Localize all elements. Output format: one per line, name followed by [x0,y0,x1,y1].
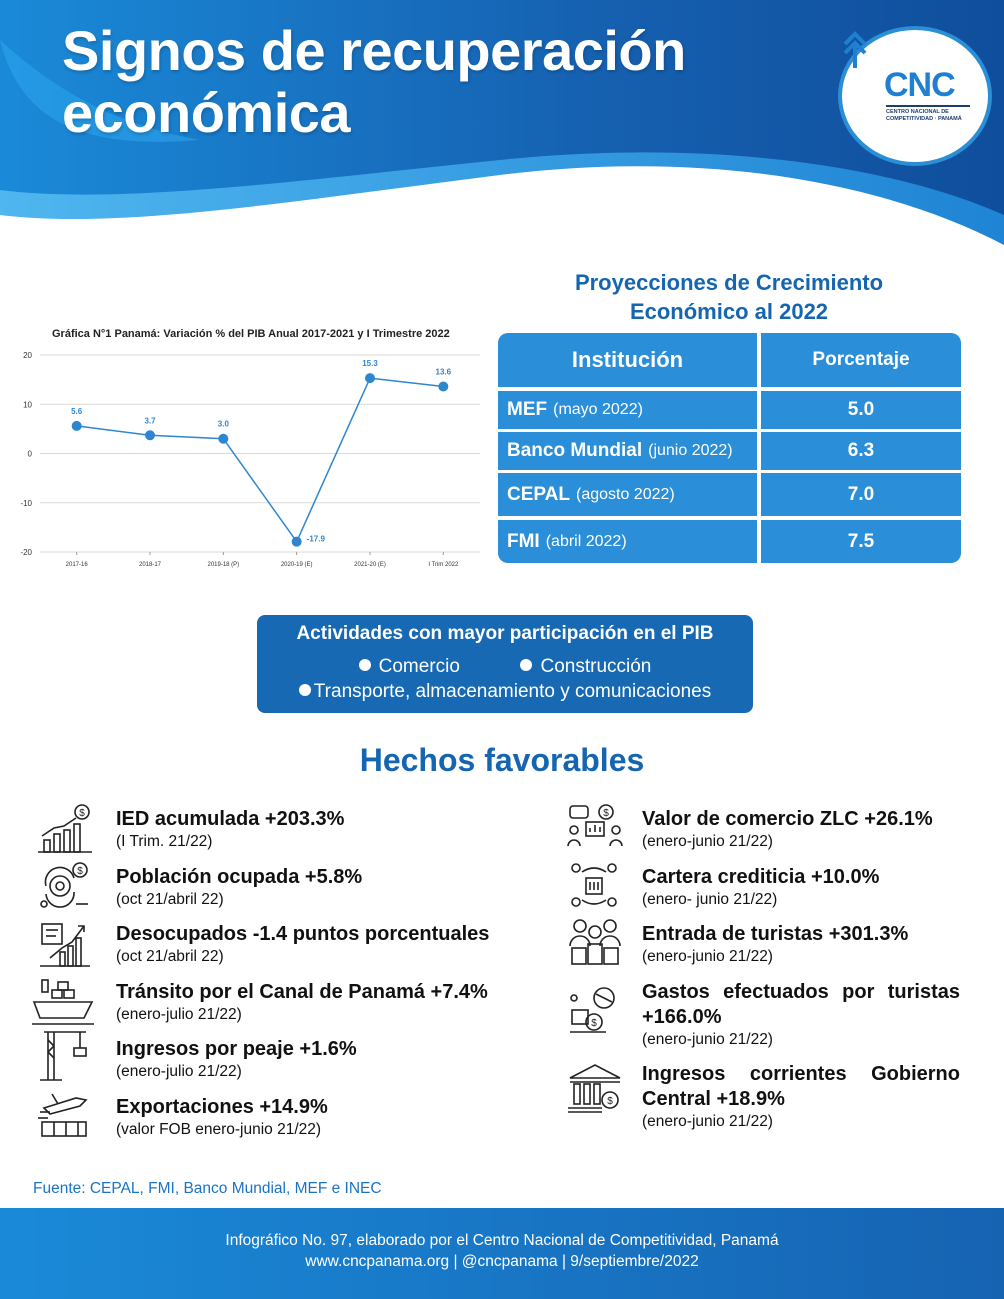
fact-item [642,807,962,852]
fact-period: (oct 21/abril 22) [116,891,224,908]
arrow-up-logo-icon [842,30,868,70]
header-institucion: Institución [498,333,757,387]
x-tick-label: 2021-20 (E) [354,562,386,568]
tourists-icon [566,916,624,968]
fact-title: Desocupados -1.4 puntos porcentuales [116,923,490,945]
data-label: 5.6 [71,406,83,416]
title-line-1: Signos de recuperación [62,19,686,82]
svg-text:$: $ [591,1018,597,1029]
series-line [77,378,444,542]
data-point [72,421,82,431]
fact-item [116,865,516,910]
government-building-icon [566,1062,624,1114]
y-tick-label: -10 [20,498,32,508]
fact-item [116,1037,516,1082]
institution-date: (abril 2022) [545,532,627,550]
institution-date: (junio 2022) [648,442,733,459]
fact-item [116,980,526,1025]
activity-label: Construcción [540,656,652,677]
x-tick-label: 2019-18 (P) [207,562,240,568]
export-plane-icon [36,1090,94,1142]
institution-name: FMI [507,530,540,552]
svg-text:$: $ [79,808,85,819]
source-note: Fuente: CEPAL, FMI, Banco Mundial, MEF e INEC [33,1180,382,1197]
title-line-2: económica [62,81,351,144]
x-tick-label: 2020-19 (E) [280,562,313,568]
table-row-value: 7.5 [761,520,961,563]
table-row-institution [498,432,757,470]
fact-period: (enero- junio 21/22) [642,891,778,908]
cnc-logo [838,26,992,166]
table-row-institution [498,520,757,563]
data-label: 15.3 [362,359,378,369]
logo-subtitle [886,105,970,123]
activities-row-2 [257,681,753,703]
svg-text:$: $ [607,1096,613,1107]
svg-text:$: $ [77,866,83,877]
port-crane-icon [36,1030,94,1082]
activity-item [520,656,651,677]
data-point [292,537,302,547]
bullet-icon [359,659,371,671]
footer-credit: Infográfico No. 97, elaborado por el Centro Nacional de Competitividad, Panamá [225,1232,779,1249]
activities-title: Actividades con mayor participación en el PIB [296,623,714,644]
header-banner [0,0,1004,250]
logo-text: CNC [884,66,955,104]
growth-report-icon [36,918,94,970]
y-tick-label: 10 [23,400,32,410]
table-row-value: 6.3 [761,432,961,470]
fact-title: Valor de comercio ZLC +26.1% [642,808,933,830]
table-row-institution [498,391,757,429]
institution-name: MEF [507,399,548,420]
gear-money-icon [36,860,94,912]
data-label: -17.9 [306,534,325,544]
y-tick-label: -20 [20,548,32,557]
bullet-icon [520,659,532,671]
logo-sub-line-2: COMPETITIVIDAD · PANAMÁ [886,116,962,122]
bullet-icon [299,684,311,696]
activities-row-1 [257,656,753,678]
data-label: 13.6 [435,367,452,377]
fact-period: (enero-junio 21/22) [642,1031,773,1048]
institution-date: (mayo 2022) [553,401,643,418]
fact-title: Ingresos corrientes Gobierno Central +18.9% [642,1063,960,1110]
cargo-ship-icon [30,976,96,1028]
fact-title: Cartera crediticia +10.0% [642,866,880,888]
institution-date: (agosto 2022) [575,485,675,503]
fact-item [116,1095,516,1140]
header-porcentaje: Porcentaje [761,333,961,387]
fact-period: (enero-junio 21/22) [642,833,773,850]
data-point [145,430,155,440]
fact-period: (oct 21/abril 22) [116,948,224,965]
fact-title: Ingresos por peaje +1.6% [116,1038,357,1060]
institution-name: Banco Mundial [507,440,643,461]
fact-title: Población ocupada +5.8% [116,866,363,888]
data-label: 3.7 [144,416,156,426]
x-tick-label: 2017-16 [65,562,88,568]
chart-title: Gráfica N°1 Panamá: Variación % del PIB Anual 2017-2021 y I Trimestre 2022 [52,328,450,340]
projections-title-line-1: Proyecciones de Crecimiento [574,270,884,295]
projections-title [498,268,960,326]
footer-contact: www.cncpanama.org | @cncpanama | 9/septiembre/2022 [305,1253,699,1270]
fact-item [642,922,962,967]
fact-title: Entrada de turistas +301.3% [642,923,909,945]
trade-people-icon [566,802,624,854]
x-tick-label: I Trim 2022 [428,562,459,568]
travel-spending-icon [566,986,624,1038]
table-row-institution [498,473,757,516]
projections-table [498,333,961,563]
fact-item [642,980,960,1050]
fact-period: (enero-julio 21/22) [116,1063,242,1080]
fact-title: Gastos efectuados por turistas +166.0% [642,981,960,1028]
logo-sub-line-1: CENTRO NACIONAL DE [886,109,949,115]
footer-banner [0,1208,1004,1299]
projections-title-line-2: Económico al 2022 [629,299,829,324]
fact-item [116,922,526,967]
data-point [438,382,448,392]
y-tick-label: 0 [27,449,32,459]
fact-period: (valor FOB enero-junio 21/22) [116,1121,322,1138]
svg-text:$: $ [603,808,609,819]
activities-box [257,615,753,713]
gdp-line-chart [10,345,485,575]
fact-item [116,807,516,852]
fact-title: Exportaciones +14.9% [116,1096,328,1118]
fact-period: (enero-junio 21/22) [642,948,773,965]
data-label: 3.0 [217,419,229,429]
x-tick-label: 2018-17 [138,562,162,568]
fact-period: (I Trim. 21/22) [116,833,213,850]
fact-item [642,1062,960,1132]
activity-label: Comercio [378,656,460,677]
table-row-value: 7.0 [761,473,961,516]
institution-name: CEPAL [507,483,570,505]
investment-chart-icon [36,804,94,856]
data-point [365,373,375,383]
fact-title: Tránsito por el Canal de Panamá +7.4% [116,981,488,1003]
activity-label: Transporte, almacenamiento y comunicaciones [313,681,712,702]
fact-period: (enero-junio 21/22) [642,1113,773,1130]
facts-title: Hechos favorables [359,742,645,778]
bank-network-icon [566,860,624,912]
page-title [62,20,686,144]
fact-period: (enero-julio 21/22) [116,1006,242,1023]
data-point [218,434,228,444]
fact-item [642,865,962,910]
fact-title: IED acumulada +203.3% [116,808,345,830]
activity-item [359,656,460,677]
table-row-value: 5.0 [761,391,961,429]
y-tick-label: 20 [23,351,32,360]
